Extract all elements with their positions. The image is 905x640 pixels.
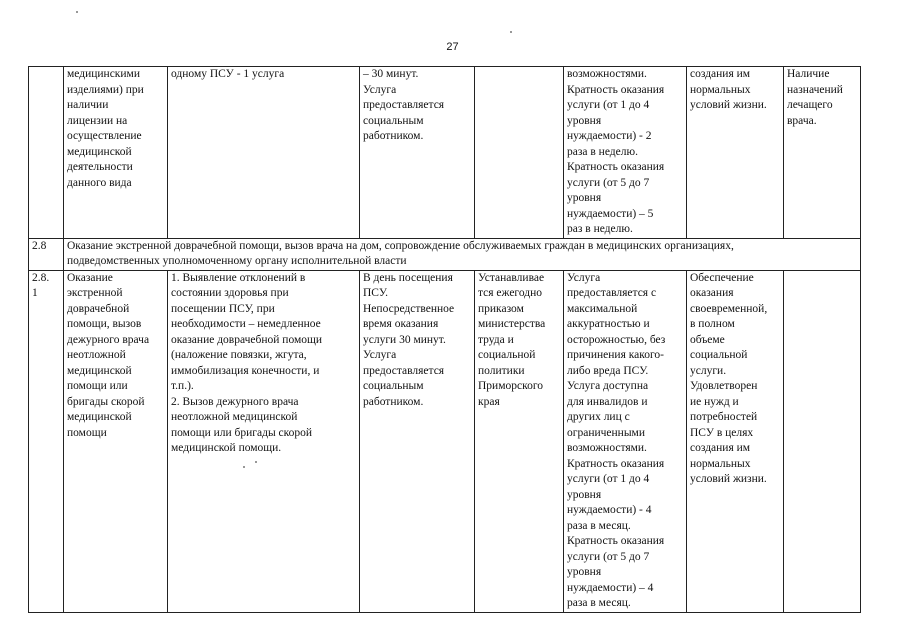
cell-evaluation: создания им нормальных условий жизни. <box>687 67 784 239</box>
cell-service-content: 1. Выявление отклонений в состоянии здоровья при посещении ПСУ, при необходимости – немедленное оказание доврачебной помощи (наложение повязки, жгута, иммобилизация конечности, и т.п.). 2. Вызов дежурного врача неотложной медицинской помощи или бригады скорой медицинской помощи. <box>168 270 360 612</box>
cell-service-name: Оказание экстренной доврачебной помощи, вызов дежурного врача неотложной медицинской помощи или бригады скорой медицинской помощи <box>64 270 168 612</box>
page-number: 27 <box>446 41 459 53</box>
cell-quality-indicators: возможностями. Кратность оказания услуги (от 1 до 4 уровня нуждаемости) - 2 раза в неделю. Кратность оказания услуги (от 5 до 7 уровня нуждаемости) – 5 раз в неделю. <box>564 67 687 239</box>
cell-service-cost <box>475 67 564 239</box>
cell-evaluation: Обеспечение оказания своевременной, в полном объеме социальной услуги. Удовлетворен ие нужд и потребностей ПСУ в целях создания им нормальных условий жизни. <box>687 270 784 612</box>
cell-service-terms: – 30 минут. Услуга предоставляется социальным работником. <box>360 67 475 239</box>
scan-speck <box>510 31 512 33</box>
services-table <box>28 66 861 613</box>
section-number: 2.8 <box>29 238 64 270</box>
cell-number <box>29 67 64 239</box>
cell-quality-indicators: Услуга предоставляется с максимальной аккуратностью и осторожностью, без причинения какого- либо вреда ПСУ. Услуга доступна для инвалидов и других лиц с ограниченными возможностями. Кратность оказания услуги (от 1 до 4 уровня нуждаемости) - 4 раза в месяц. Кратность оказания услуги (от 5 до 7 уровня нуждаемости) – 4 раза в месяц. <box>564 270 687 612</box>
cell-service-cost: Устанавливае тся ежегодно приказом министерства труда и социальной политики Приморского края <box>475 270 564 612</box>
scan-speck <box>76 11 78 13</box>
scan-speck <box>243 466 245 468</box>
cell-conditions: Наличие назначений лечащего врача. <box>784 67 861 239</box>
section-title: Оказание экстренной доврачебной помощи, вызов врача на дом, сопровождение обслуживаемых граждан в медицинских организациях, подведомственных уполномоченному органу исполнительной власти <box>64 238 861 270</box>
table-row-section <box>29 238 861 270</box>
table-row-item <box>29 270 861 612</box>
cell-number: 2.8. 1 <box>29 270 64 612</box>
cell-service-terms: В день посещения ПСУ. Непосредственное время оказания услуги 30 минут. Услуга предоставляется социальным работником. <box>360 270 475 612</box>
cell-service-name: медицинскими изделиями) при наличии лицензии на осуществление медицинской деятельности данного вида <box>64 67 168 239</box>
cell-conditions <box>784 270 861 612</box>
scan-speck <box>255 461 257 463</box>
cell-service-content: одному ПСУ - 1 услуга <box>168 67 360 239</box>
table-row-continuation <box>29 67 861 239</box>
